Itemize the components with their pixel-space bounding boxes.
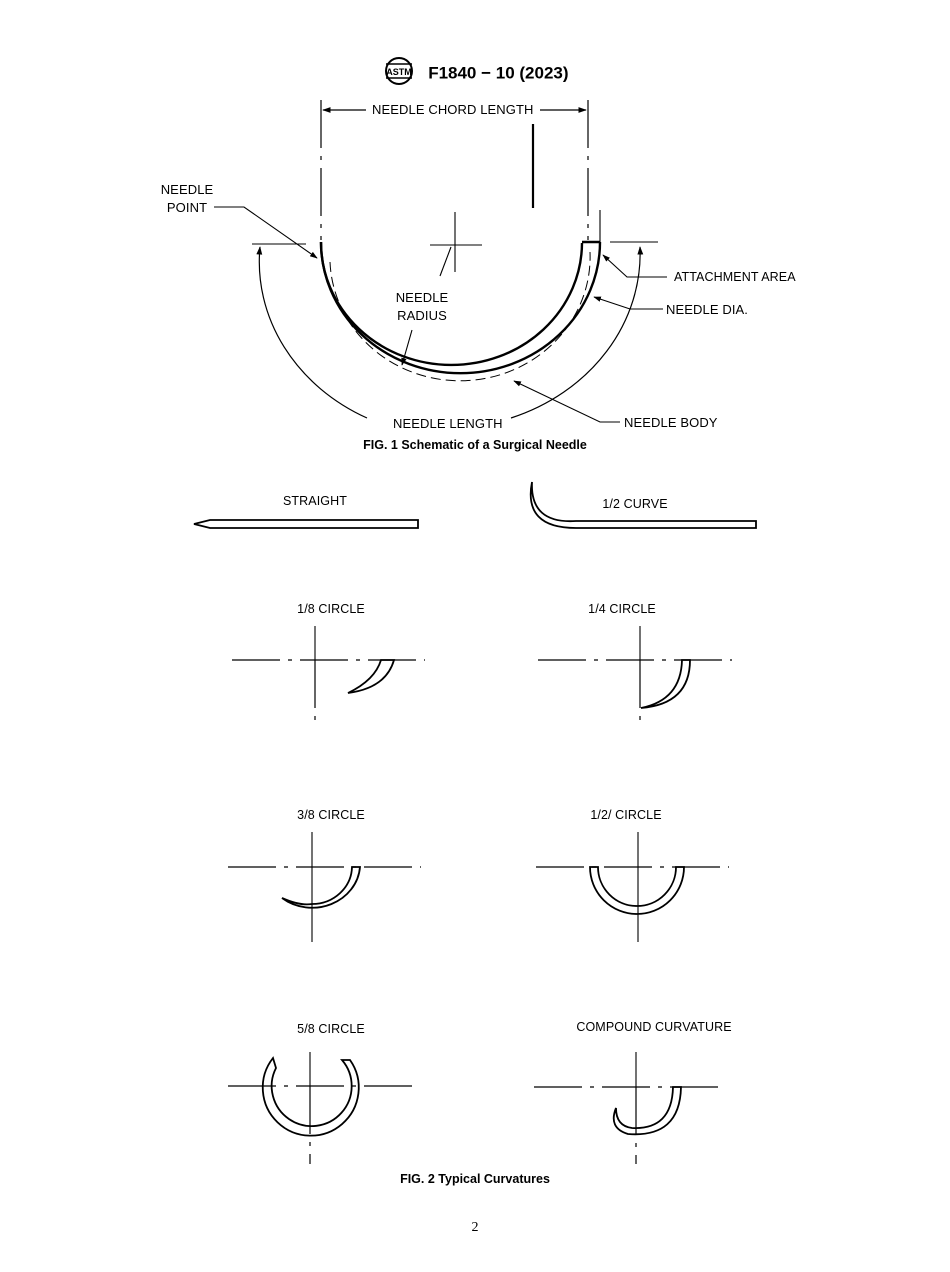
chord-length-label: NEEDLE CHORD LENGTH [372,102,534,117]
straight-needle-drawing [194,520,418,528]
needle-point-label-2: POINT [166,200,208,215]
needle-body-label: NEEDLE BODY [624,415,718,430]
three-eighths-circle-drawing [228,832,421,942]
half-circle-label: 1/2/ CIRCLE [590,808,662,822]
eighth-circle-drawing [232,626,425,726]
needle-radius-label-1: NEEDLE [395,290,449,305]
half-circle-drawing [536,832,729,942]
standard-id: F1840 − 10 (2023) [428,63,569,83]
five-eighths-circle-drawing [228,1052,420,1164]
compound-curvature-drawing [534,1052,723,1164]
fig2-caption: FIG. 2 Typical Curvatures [400,1172,550,1186]
quarter-circle-drawing [538,626,732,726]
compound-curvature-label: COMPOUND CURVATURE [576,1020,732,1034]
astm-logo-text: ASTM [386,67,413,77]
needle-length-label: NEEDLE LENGTH [393,416,503,431]
fig1-caption: FIG. 1 Schematic of a Surgical Needle [363,438,587,452]
three-eighths-circle-label: 3/8 CIRCLE [297,808,365,822]
needle-point-label-1: NEEDLE [160,182,214,197]
half-curve-label: 1/2 CURVE [602,497,668,511]
eighth-circle-label: 1/8 CIRCLE [297,602,365,616]
needle-diameter-label: NEEDLE DIA. [666,302,749,317]
needle-radius-label-2: RADIUS [397,308,447,323]
straight-label: STRAIGHT [283,494,347,508]
five-eighths-circle-label: 5/8 CIRCLE [297,1022,365,1036]
attachment-area-label: ATTACHMENT AREA [674,270,796,284]
quarter-circle-label: 1/4 CIRCLE [588,602,656,616]
page-number: 2 [471,1220,479,1235]
